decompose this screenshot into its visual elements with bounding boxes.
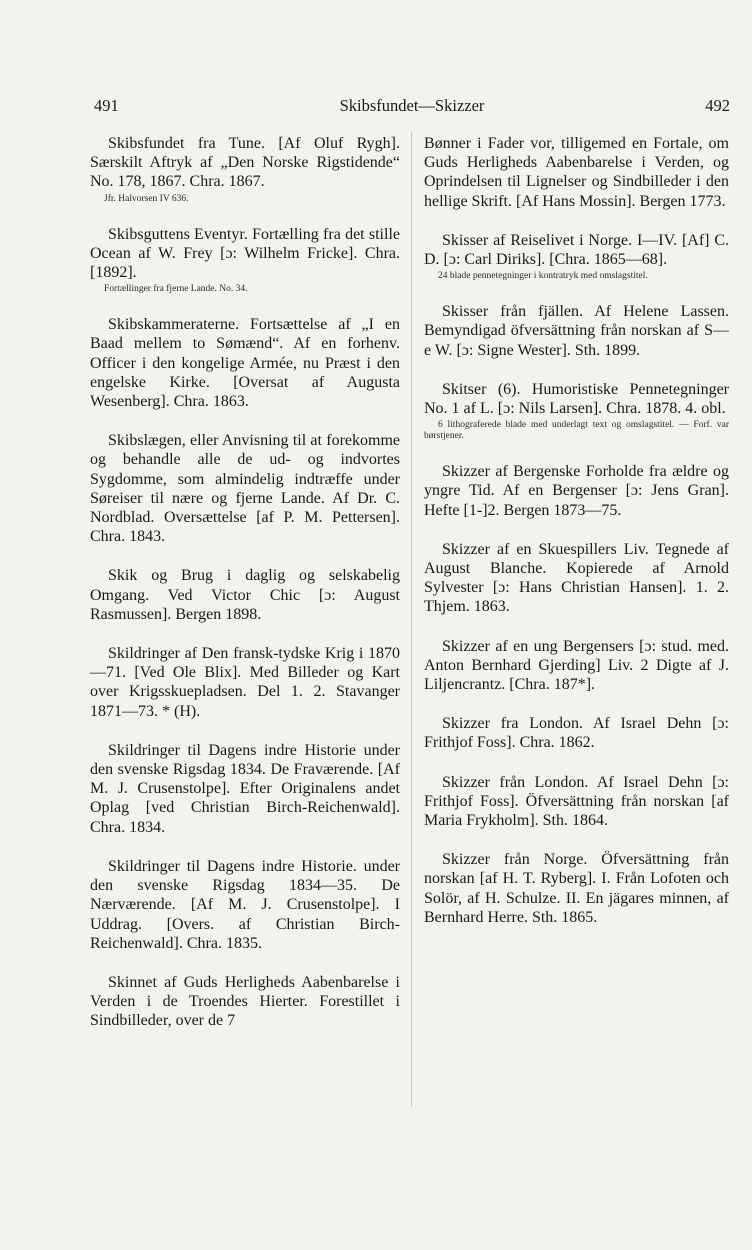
bibliography-entry <box>90 741 400 837</box>
entry-text: Skizzer från London. Af Israel Dehn [ɔ: Frithjof Foss]. Öfversättning från norskan [af Maria Frykholm]. Sth. 1864. <box>424 773 729 830</box>
bibliography-entry <box>424 231 729 282</box>
bibliography-entry <box>90 315 400 411</box>
entry-text: Skinnet af Guds Herligheds Aabenbarelse i Verden i de Troendes Hierter. Forestillet i Sindbilleder, over de 7 <box>90 973 400 1030</box>
bibliography-entry <box>90 973 400 1031</box>
bibliography-entry <box>424 380 729 442</box>
bibliography-entry <box>90 225 400 296</box>
entry-text: Skibsfundet fra Tune. [Af Oluf Rygh]. Særskilt Aftryk af „Den Norske Rigstidende“ No. 178, 1867. Chra. 1867. <box>90 135 400 191</box>
entry-text: Skizzer af en Skuespillers Liv. Tegnede af August Blanche. Kopierede af Arnold Sylvester [ɔ: Hans Christian Hansen]. 1. 2. Thjem. 1863. <box>424 540 729 616</box>
entry-note: 6 lithograferede blade med underlagt text og omslagstitel. — Forf. var børstjener. <box>424 420 729 442</box>
page-number-left: 491 <box>94 96 119 115</box>
entry-text: Skisser af Reiselivet i Norge. I—IV. [Af] C. D. [ɔ: Carl Diriks]. [Chra. 1865—68]. <box>424 231 729 269</box>
entry-text: Skildringer til Dagens indre Historie. under den svenske Rigsdag 1834—35. De Nærværende. [Af M. J. Crusenstolpe]. I Uddrag. [Overs. af Christian Birch-Reichenwald]. Chra. 1835. <box>90 857 400 952</box>
entry-text: Skitser (6). Humoristiske Pennetegninger No. 1 af L. [ɔ: Nils Larsen]. Chra. 1878. 4. obl. <box>424 380 729 418</box>
entry-note: Jfr. Halvorsen IV 636. <box>104 193 189 204</box>
entry-text: Skizzer från Norge. Öfversättning från norskan [af H. T. Ryberg]. I. Från Lofoten och Solör, af H. Schulze. II. En jägares minnen, af Bernhard Herre. Sth. 1865. <box>424 851 729 926</box>
entry-text: Skildringer til Dagens indre Historie under den svenske Rigsdag 1834. De Fraværende. [Af M. J. Crusenstolpe]. Efter Originalens andet Oplag [ved Christian Birch-Reichenwald]. Chra. 1834. <box>90 741 400 836</box>
bibliography-entry <box>90 857 400 953</box>
bibliography-entry <box>90 134 400 205</box>
entry-text: Skibsguttens Eventyr. Fortælling fra det stille Ocean af W. Frey [ɔ: Wilhelm Fricke]. Chra. [1892]. <box>90 225 400 282</box>
bibliography-entry <box>90 644 400 721</box>
running-title: Skibsfundet—Skizzer <box>339 96 485 115</box>
entry-text: Skik og Brug i daglig og selskabelig Omgang. Ved Victor Chic [ɔ: August Rasmussen]. Bergen 1898. <box>90 567 400 623</box>
entry-text: Bønner i Fader vor, tilligemed en Fortale, om Guds Herligheds Aabenbarelse i Verden, og Oprindelsen til Lignelser og Sindbilleder i den hellige Skrift. [Af Hans Mossin]. Bergen 1773. <box>424 135 729 210</box>
bibliography-entry <box>90 431 400 546</box>
entry-note: Fortællinger fra fjerne Lande. No. 34. <box>104 284 248 295</box>
bibliography-entry <box>424 714 729 752</box>
entry-text: Skisser från fjällen. Af Helene Lassen. Bemyndigad öfversättning från norskan af S—e W. [ɔ: Signe Wester]. Sth. 1899. <box>424 303 729 359</box>
entry-text: Skibslægen, eller Anvisning til at forekomme og behandle alle de ud- og indvortes Sygdomme, som almindelig indtræffe under Søreiser til nære og fjerne Lande. Af Dr. C. Nordblad. Oversættelse [af P. M. Pettersen]. Chra. 1843. <box>90 432 400 546</box>
entry-note: 24 blade pennetegninger i kontratryk med omslagstitel. <box>438 271 648 282</box>
bibliography-entry <box>424 302 729 360</box>
bibliography-entry-continued <box>424 134 729 211</box>
page-number-right: 492 <box>705 96 730 115</box>
left-column <box>90 134 400 1051</box>
entry-text: Skildringer af Den fransk-tydske Krig i 1870—71. [Ved Ole Blix]. Med Billeder og Kart over Krigsskuepladsen. Del 1. 2. Stavanger 1871—73. * (H). <box>90 645 400 720</box>
bibliography-entry <box>424 462 729 520</box>
entry-text: Skizzer af en ung Bergensers [ɔ: stud. med. Anton Bernhard Gjerding] Liv. 2 Digte af J. Liljencrantz. [Chra. 187*]. <box>424 637 729 694</box>
entry-text: Skibskammeraterne. Fortsættelse af „I en Baad mellem to Sømænd“. Af en forhenv. Officer i den kongelige Armée, nu Præst i den engelske Kirke. [Oversat af Augusta Wesenberg]. Chra. 1863. <box>90 316 400 411</box>
page-header <box>94 96 730 120</box>
bibliography-entry <box>424 850 729 927</box>
bibliography-entry <box>424 540 729 617</box>
entry-text: Skizzer af Bergenske Forholde fra ældre og yngre Tid. Af en Bergenser [ɔ: Jens Gran]. Hefte [1-]2. Bergen 1873—75. <box>424 463 729 519</box>
column-divider <box>411 132 412 1107</box>
bibliography-entry <box>424 637 729 695</box>
bibliography-entry <box>90 566 400 624</box>
entry-text: Skizzer fra London. Af Israel Dehn [ɔ: Frithjof Foss]. Chra. 1862. <box>424 715 729 752</box>
right-column <box>424 134 729 947</box>
bibliography-entry <box>424 773 729 831</box>
